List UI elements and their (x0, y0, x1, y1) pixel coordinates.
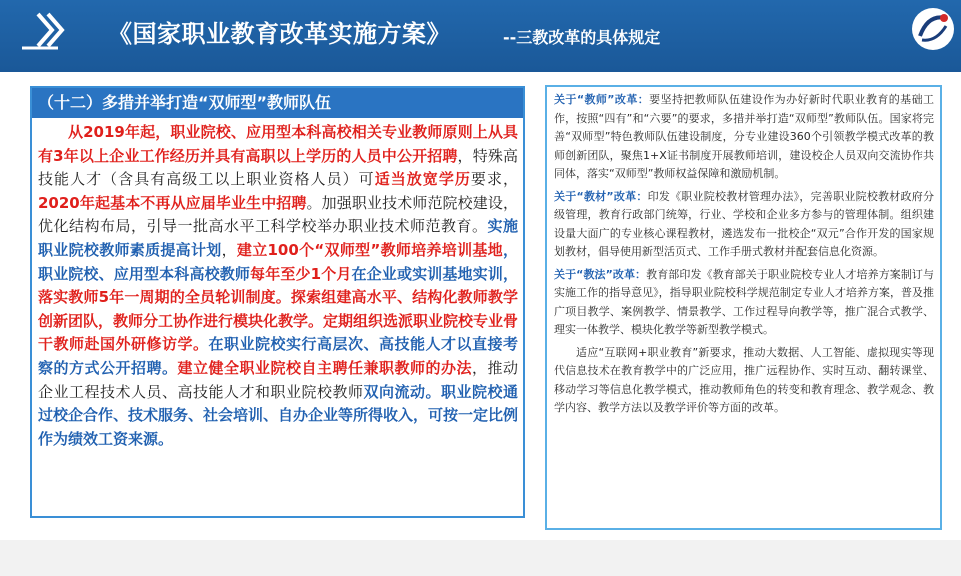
policy-text-segment: 在企业或实训基地实训， (351, 264, 518, 283)
method-reform-text: 教育部印发《教育部关于职业院校专业人才培养方案制订与实施工作的指导意见》，指导职业院校科学规范制定专业人才培养方案，普及推广项目教学、案例教学、情景教学、工作过程导向教学等，推广混合式教学、理实一体教学、模块化教学等新型教学模式。 (554, 267, 934, 336)
textbook-reform-label: 关于“教材”改革： (554, 189, 648, 203)
policy-text-segment: 实施职业院校教师素质提高计划 (38, 217, 518, 259)
internet-education-paragraph: 适应“互联网+职业教育”新要求，推动大数据、人工智能、虚拟现实等现代信息技术在教育教学中的广泛应用，推广远程协作、实时互动、翻转课堂、移动学习等信息化教学模式，推动教师角色的转变和教育理念、教学观念、教学内容、教学方法以及教学评价等方面的改革。 (554, 345, 934, 414)
policy-text-segment: ， (221, 240, 237, 259)
method-reform-label: 关于“教法”改革： (554, 267, 647, 281)
left-content-panel (30, 86, 525, 518)
policy-text-segment: 每年至少1个月 (250, 264, 352, 283)
policy-text-segment: 建立健全职业院校自主聘任兼职教师的办法 (177, 358, 472, 377)
policy-text-segment: 适当放宽学历 (374, 170, 471, 189)
page-title: 《国家职业教育改革实施方案》 (108, 20, 451, 48)
right-content-panel (545, 85, 942, 530)
policy-text-segment: 要求， (470, 170, 518, 189)
page-subtitle: --三教改革的具体规定 (503, 28, 661, 47)
textbook-reform-paragraph (554, 188, 934, 262)
teacher-reform-paragraph (554, 91, 934, 184)
policy-text-segment: 落实教师5年一周期的全员轮训制度。探索组建高水平、结构化教师教学创新团队，教师分工协作进行模块化教学。定期组织选派职业院校专业骨干教师赴国外研修访学。 (38, 288, 519, 354)
policy-text-segment: ，推动企业工程技术人员、高技能人才和职业院校教师 (38, 358, 518, 401)
policy-text-segment: 在职业院校实行高层次、高技能人才以直接考察的方式公开招聘。 (38, 335, 518, 377)
logo-emblem (910, 6, 956, 52)
header-bar (0, 0, 961, 72)
policy-text-segment: ，特殊高技能人才（含具有高级工以上职业资格人员）可 (38, 146, 518, 189)
policy-text-segment: 建立100个“双师型”教师培养培训基地 (236, 240, 503, 259)
double-chevron-icon (18, 10, 82, 54)
method-reform-paragraph (554, 266, 934, 340)
policy-text-segment: 双向流动。职业院校通过校企合作、技术服务、社会培训、自办企业等所得收入，可按一定比例作为绩效工资来源。 (38, 382, 519, 448)
policy-text-segment: ，职业院校、应用型本科高校教师 (38, 240, 518, 283)
reform-notes (554, 91, 934, 422)
policy-text-segment: 2020年起基本不再从应届毕业生中招聘 (38, 193, 307, 212)
teacher-reform-label: 关于“教师”改革： (554, 93, 650, 106)
policy-text-segment: 从2019年起，职业院校、应用型本科高校相关专业教师原则上从具有3年以上企业工作经历并具有高职以上学历的人员中公开招聘 (38, 123, 518, 165)
textbook-reform-text: 印发《职业院校教材管理办法》，完善职业院校教材政府分级管理，教育行政部门统筹，行业、学校和企业多方参与的管理体制。组织建设量大面广的专业核心课程教材，遴选发布一批校企“双元”合作开发的国家规划教材，倡导使用新型活页式、工作手册式教材并配套信息化资源。 (554, 189, 934, 258)
policy-text-segment: 。加强职业技术师范院校建设，优化结构布局，引导一批高水平工科学校举办职业技术师范教育。 (38, 193, 518, 236)
section-heading: （十二）多措并举打造“双师型”教师队伍 (32, 88, 523, 118)
policy-text (38, 121, 518, 451)
teacher-reform-text: 要坚持把教师队伍建设作为办好新时代职业教育的基础工作，按照“四有”和“六要”的要求，多措并举打造“双师型”教师队伍。国家将完善“双师型”特色教师队伍建设制度，分专业建设360个引领教学模式改革的教师创新团队，聚焦1+X证书制度开展教师培训，建设校企人员双向交流协作共同体，落实“双师型”教师权益保障和激励机制。 (554, 93, 934, 180)
bottom-bar (0, 540, 961, 576)
